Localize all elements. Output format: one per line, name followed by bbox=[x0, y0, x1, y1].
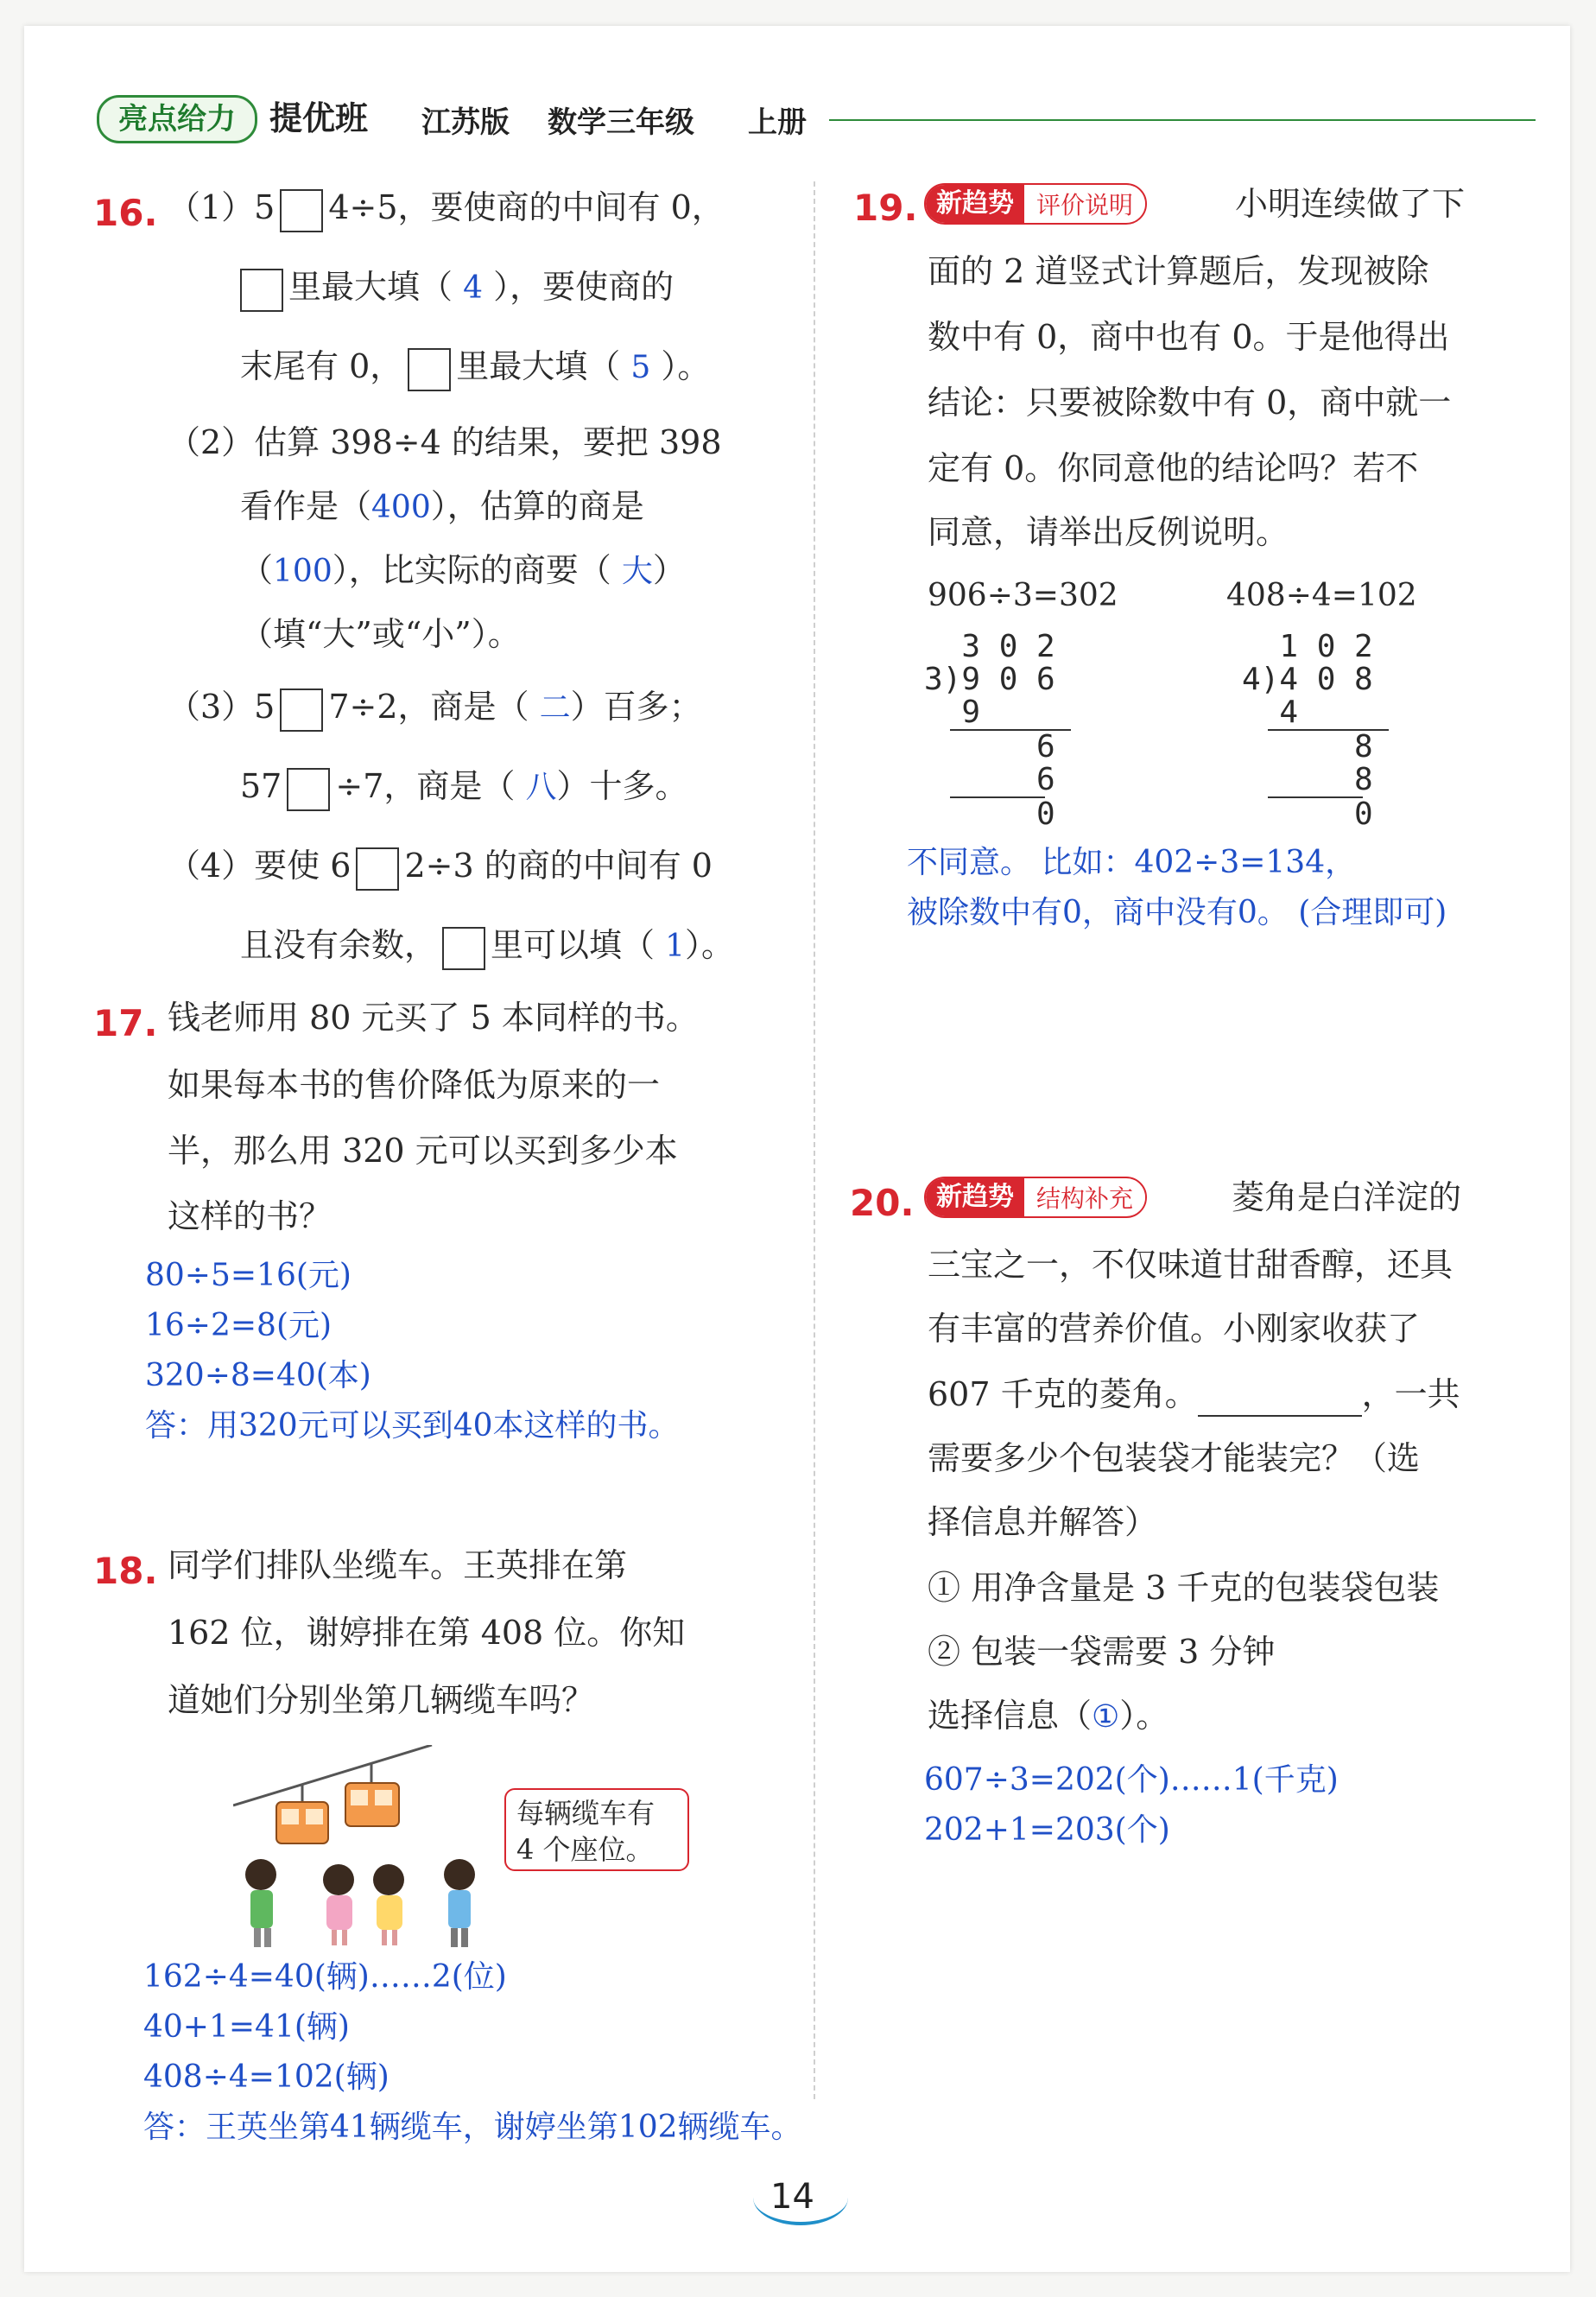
question-number-18: 18. bbox=[93, 1550, 158, 1592]
speech-bubble: 每辆缆车有 4 个座位。 bbox=[504, 1788, 689, 1871]
q16-line-8: （3）5 7÷2，商是（ 二）百多； bbox=[168, 684, 702, 732]
header-brand: 提优班 bbox=[269, 99, 369, 137]
q17-answer-4: 答：用320元可以买到40本这样的书。 bbox=[145, 1408, 680, 1444]
q17-text-4: 这样的书？ bbox=[168, 1197, 332, 1235]
q19-tag bbox=[924, 183, 1147, 225]
q16-line-4: （2）估算 398÷4 的结果，要把 398 bbox=[168, 423, 722, 461]
q18-answer-2: 40+1=41(辆) bbox=[143, 2009, 350, 2045]
q16-answer-5: 大 bbox=[621, 554, 653, 589]
answer-box[interactable] bbox=[280, 688, 323, 732]
q20-option-1: ① 用净含量是 3 千克的包装袋包装 bbox=[928, 1569, 1440, 1607]
answer-box[interactable] bbox=[408, 348, 451, 391]
q20-text-4: 607 千克的菱角。 ，一共 bbox=[928, 1372, 1460, 1417]
cable-car-icon bbox=[276, 1785, 328, 1843]
answer-box[interactable] bbox=[287, 768, 330, 811]
header-subject: 数学三年级 bbox=[548, 105, 694, 140]
div-row: 6 bbox=[924, 729, 1055, 765]
question-number-17: 17. bbox=[93, 1002, 158, 1044]
tag-category: 评价说明 bbox=[1024, 187, 1145, 221]
trend-tag-label: 新趋势 bbox=[926, 185, 1024, 223]
trend-tag-label: 新趋势 bbox=[926, 1178, 1024, 1216]
column-divider bbox=[814, 181, 815, 2099]
question-number-16: 16. bbox=[93, 192, 158, 234]
div-row: 3)9 0 6 bbox=[924, 662, 1055, 697]
q16-line-11: 且没有余数， 里可以填（ 1）。 bbox=[240, 923, 734, 970]
div-row: 9 bbox=[924, 695, 981, 730]
answer-box[interactable] bbox=[442, 927, 485, 970]
q20-select-line: 选择信息（①）。 bbox=[928, 1697, 1169, 1735]
div-row: 6 bbox=[924, 762, 1055, 797]
div-row: 8 bbox=[1242, 762, 1373, 797]
div-row: 0 bbox=[924, 796, 1055, 832]
q18-text-1: 同学们排队坐缆车。王英排在第 bbox=[168, 1546, 628, 1584]
q19-text-6: 同意，请举出反例说明。 bbox=[928, 513, 1289, 551]
q17-text-1: 钱老师用 80 元买了 5 本同样的书。 bbox=[168, 999, 699, 1037]
q17-text-3: 半，那么用 320 元可以买到多少本 bbox=[168, 1132, 678, 1170]
answer-box[interactable] bbox=[280, 189, 323, 232]
answer-box[interactable] bbox=[356, 847, 399, 891]
q19-text-1: 小明连续做了下 bbox=[1235, 185, 1466, 223]
q19-text-2: 面的 2 道竖式计算题后，发现被除 bbox=[928, 252, 1429, 290]
page-number: 14 bbox=[770, 2177, 814, 2217]
answer-box[interactable] bbox=[240, 269, 283, 312]
cable-car-icon bbox=[345, 1764, 399, 1826]
q16-line-3: 末尾有 0， 里最大填（ 5 ）。 bbox=[240, 344, 710, 391]
question-number-19: 19. bbox=[853, 187, 918, 229]
q16-line-6: （100），比实际的商要（ 大） bbox=[240, 551, 686, 589]
q16-answer-8: 1 bbox=[665, 929, 686, 964]
question-number-20: 20. bbox=[850, 1182, 915, 1224]
q16-line-5: 看作是（400），估算的商是 bbox=[240, 487, 644, 525]
q18-text-3: 道她们分别坐第几辆缆车吗？ bbox=[168, 1681, 595, 1719]
q18-answer-1: 162÷4=40(辆)……2(位) bbox=[143, 1959, 507, 1995]
q17-text-2: 如果每本书的售价降低为原来的一 bbox=[168, 1066, 661, 1104]
q16-line-2: 里最大填（ 4 ），要使商的 bbox=[240, 264, 674, 312]
fill-blank[interactable] bbox=[1198, 1380, 1362, 1417]
header-rule bbox=[829, 119, 1536, 121]
div-row: 4 bbox=[1242, 695, 1299, 730]
long-division-1 bbox=[924, 631, 1071, 831]
q18-answer-4: 答：王英坐第41辆缆车，谢婷坐第102辆缆车。 bbox=[143, 2110, 802, 2145]
q16-answer-6: 二 bbox=[539, 690, 571, 726]
q16-line-1: （1）5 4÷5，要使商的中间有 0， bbox=[168, 185, 725, 232]
q20-answer-2: 202+1=203(个) bbox=[924, 1812, 1170, 1848]
cable-car-illustration bbox=[233, 1745, 492, 1952]
q17-answer-3: 320÷8=40(本) bbox=[145, 1358, 371, 1393]
q19-text-3: 数中有 0，商中也有 0。于是他得出 bbox=[928, 318, 1450, 356]
q18-text-2: 162 位，谢婷排在第 408 位。你知 bbox=[168, 1614, 686, 1652]
q20-text-6: 择信息并解答） bbox=[928, 1503, 1158, 1541]
q19-text-5: 定有 0。你同意他的结论吗？若不 bbox=[928, 449, 1419, 487]
long-division-2 bbox=[1242, 631, 1389, 831]
q20-text-2: 三宝之一，不仅味道甘甜香醇，还具 bbox=[928, 1246, 1454, 1284]
q19-equation-1: 906÷3=302 bbox=[928, 578, 1118, 613]
q20-select-answer: ① bbox=[1092, 1699, 1120, 1735]
q20-answer-1: 607÷3=202(个)……1(千克) bbox=[924, 1762, 1339, 1798]
q20-text-1: 菱角是白洋淀的 bbox=[1232, 1178, 1462, 1216]
header-badge: 亮点给力 bbox=[97, 95, 257, 143]
q19-text-4: 结论：只要被除数中有 0，商中就一 bbox=[928, 384, 1452, 422]
q17-answer-2: 16÷2=8(元) bbox=[145, 1308, 332, 1343]
q19-answer-1: 不同意。 比如：402÷3=134， bbox=[907, 845, 1357, 880]
q16-answer-3: 400 bbox=[371, 490, 431, 525]
div-row: 4)4 0 8 bbox=[1242, 662, 1373, 697]
q20-text-5: 需要多少个包装袋才能装完？（选 bbox=[928, 1439, 1421, 1477]
student-figures bbox=[245, 1859, 475, 1947]
q16-answer-7: 八 bbox=[525, 770, 557, 805]
q16-answer-2: 5 bbox=[630, 350, 651, 385]
q20-tag bbox=[924, 1177, 1147, 1218]
header-edition: 江苏版 bbox=[421, 105, 510, 140]
header-volume: 上册 bbox=[748, 105, 807, 140]
q18-answer-3: 408÷4=102(辆) bbox=[143, 2059, 390, 2095]
q16-answer-1: 4 bbox=[463, 270, 484, 306]
div-row: 8 bbox=[1242, 729, 1373, 765]
q19-answer-2: 被除数中有0，商中没有0。 (合理即可) bbox=[907, 895, 1447, 930]
div-row: 3 0 2 bbox=[924, 629, 1055, 664]
div-row: 1 0 2 bbox=[1242, 629, 1373, 664]
div-row: 0 bbox=[1242, 796, 1373, 832]
q17-answer-1: 80÷5=16(元) bbox=[145, 1258, 352, 1293]
q16-line-10: （4）要使 6 2÷3 的商的中间有 0 bbox=[168, 843, 712, 891]
q20-option-2: ② 包装一袋需要 3 分钟 bbox=[928, 1633, 1276, 1671]
q20-text-3: 有丰富的营养价值。小刚家收获了 bbox=[928, 1310, 1421, 1348]
tag-category: 结构补充 bbox=[1024, 1180, 1145, 1215]
q16-answer-4: 100 bbox=[273, 554, 332, 589]
q19-equation-2: 408÷4=102 bbox=[1226, 578, 1417, 613]
q16-line-7: （填“大”或“小”）。 bbox=[240, 615, 521, 653]
q16-line-9: 57 ÷7，商是（ 八）十多。 bbox=[240, 764, 688, 811]
